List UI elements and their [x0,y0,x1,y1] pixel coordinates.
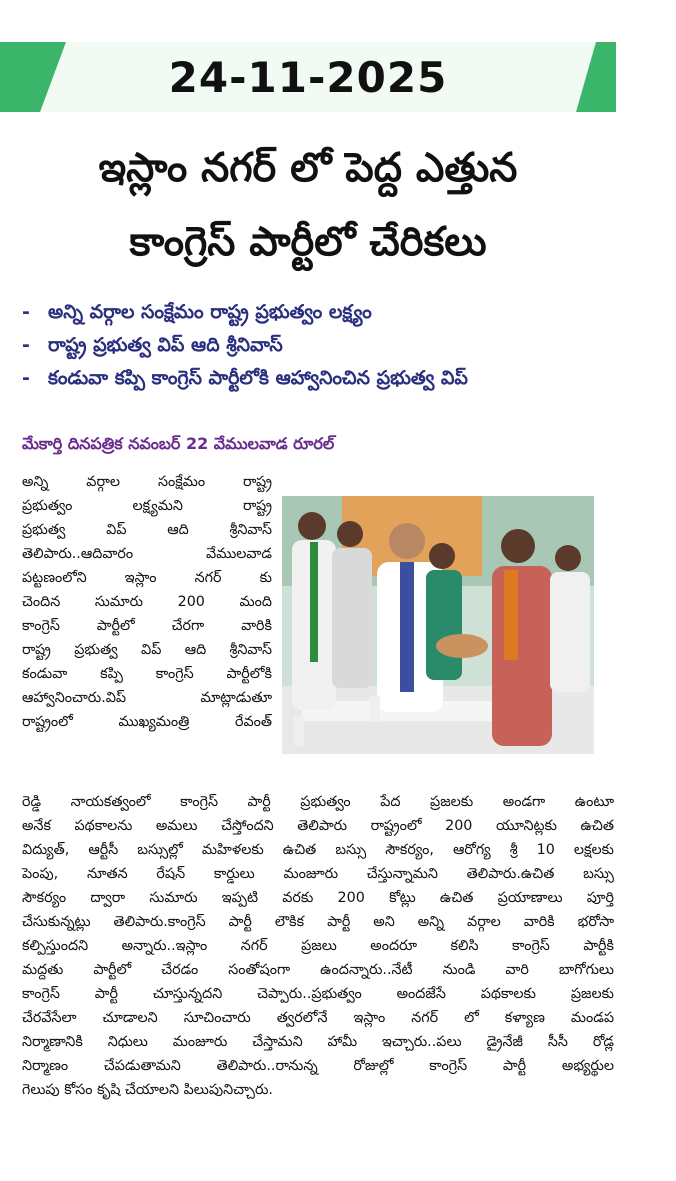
bullet-dash: - [22,301,30,323]
body-line: రాష్ట్రంలో ముఖ్యమంత్రి రేవంత్ [22,714,272,730]
body-line: రాష్ట్ర ప్రభుత్వ విప్ ఆది శ్రీనివాస్ [22,642,272,658]
body-line: పట్టణంలోని ఇస్లాం నగర్ కు [22,570,272,586]
body-line: గెలుపు కోసం కృషి చేయాలని పిలుపునిచ్చారు. [22,1082,273,1098]
bullet-dash: - [22,334,30,356]
body-line: కాంగ్రెస్ పార్టీ చూస్తున్నదని చెప్పారు..ప్రభుత్వం అందజేసే పథకాలకు ప్రజలకు [22,986,614,1002]
body-line: తెలిపారు..ఆదివారం వేములవాడ [22,546,272,562]
bullet-item [22,329,622,362]
article-photo [282,496,594,754]
body-line: చెందిన సుమారు 200 మంది [22,594,272,610]
body-line: ఆహ్వానించారు.విప్ మాట్లాడుతూ [22,690,272,706]
bullet-item [22,296,622,329]
article-dateline: మేకార్తి దినపత్రిక నవంబర్ 22 వేములవాడ రూరల్ [22,434,335,453]
body-line: చేరవేసేలా చూడాలని సూచించారు త్వరలోనే ఇస్లాం నగర్ లో కళ్యాణ మండప [22,1010,614,1026]
body-line: విద్యుత్, ఆర్టీసీ బస్సుల్లో మహిళలకు ఉచిత బస్సు సౌకర్యం, ఆరోగ్య శ్రీ 10 లక్షలకు [22,842,614,858]
body-line: సౌకర్యం ద్వారా సుమారు ఇప్పటి వరకు 200 కోట్లు ఉచిత ప్రయాణాలు పూర్తి [22,890,614,906]
body-line: కల్పిస్తుందని అన్నారు..ఇస్లాం నగర్ ప్రజలు అందరూ కలిసి కాంగ్రెస్ పార్టీకి [22,938,614,954]
body-line: అన్ని వర్గాల సంక్షేమం రాష్ట్ర [22,474,272,490]
body-line: ప్రభుత్వ విప్ ఆది శ్రీనివాస్ [22,522,272,538]
headline-line-2: కాంగ్రెస్ పార్టీలో చేరికలు [129,219,487,265]
publication-date: 24-11-2025 [168,52,448,102]
bullet-text: అన్ని వర్గాల సంక్షేమం రాష్ట్ర ప్రభుత్వం లక్ష్యం [48,301,372,323]
subheading-bullets [22,296,622,395]
bullet-text: కండువా కప్పి కాంగ్రెస్ పార్టీలోకి ఆహ్వానించిన ప్రభుత్వ విప్ [48,367,468,389]
bullet-text: రాష్ట్ర ప్రభుత్వ విప్ ఆది శ్రీనివాస్ [48,334,283,356]
body-line: చేసుకున్నట్లు తెలిపారు.కాంగ్రెస్ పార్టీ లౌకిక పార్టీ అని అన్ని వర్గాల వారికి భరోసా [22,914,614,930]
body-line: నిర్మాణానికి నిధులు మంజూరు చేస్తామని హామీ ఇచ్చారు..పలు డ్రైనేజీ సీసీ రోడ్ల [22,1034,614,1050]
body-line: రెడ్డి నాయకత్వంలో కాంగ్రెస్ పార్టీ ప్రభుత్వం పేద ప్రజలకు అండగా ఉంటూ [22,794,614,810]
body-line: పెంపు, నూతన రేషన్ కార్డులు మంజూరు చేస్తున్నామని తెలిపారు.ఉచిత బస్సు [22,866,614,882]
body-line: నిర్మాణం చేపడుతామని తెలిపారు..రానున్న రోజుల్లో కాంగ్రెస్ పార్టీ అభ్యర్థుల [22,1058,614,1074]
bullet-item [22,362,622,395]
photo-illustration [282,496,594,754]
headline-line-1: ఇస్లాం నగర్ లో పెద్ద ఎత్తున [98,145,518,191]
body-line: కాంగ్రెస్ పార్టీలో చేరగా వారికి [22,618,272,634]
article-body-column [22,470,272,734]
article-body-full [22,790,614,1102]
body-line: ప్రభుత్వం లక్ష్యమని రాష్ట్ర [22,498,272,514]
body-line: మద్దతు పార్టీలో చేరడం సంతోషంగా ఉందన్నారు..నేటీ నుండి వారి బాగోగులు [22,962,614,978]
bullet-dash: - [22,367,30,389]
body-line: కండువా కప్పి కాంగ్రెస్ పార్టీలోకి [22,666,272,682]
body-line: అనేక పథకాలను అమలు చేస్తోందని తెలిపారు రాష్ట్రంలో 200 యూనిట్లకు ఉచిత [22,818,614,834]
date-banner [0,42,616,112]
